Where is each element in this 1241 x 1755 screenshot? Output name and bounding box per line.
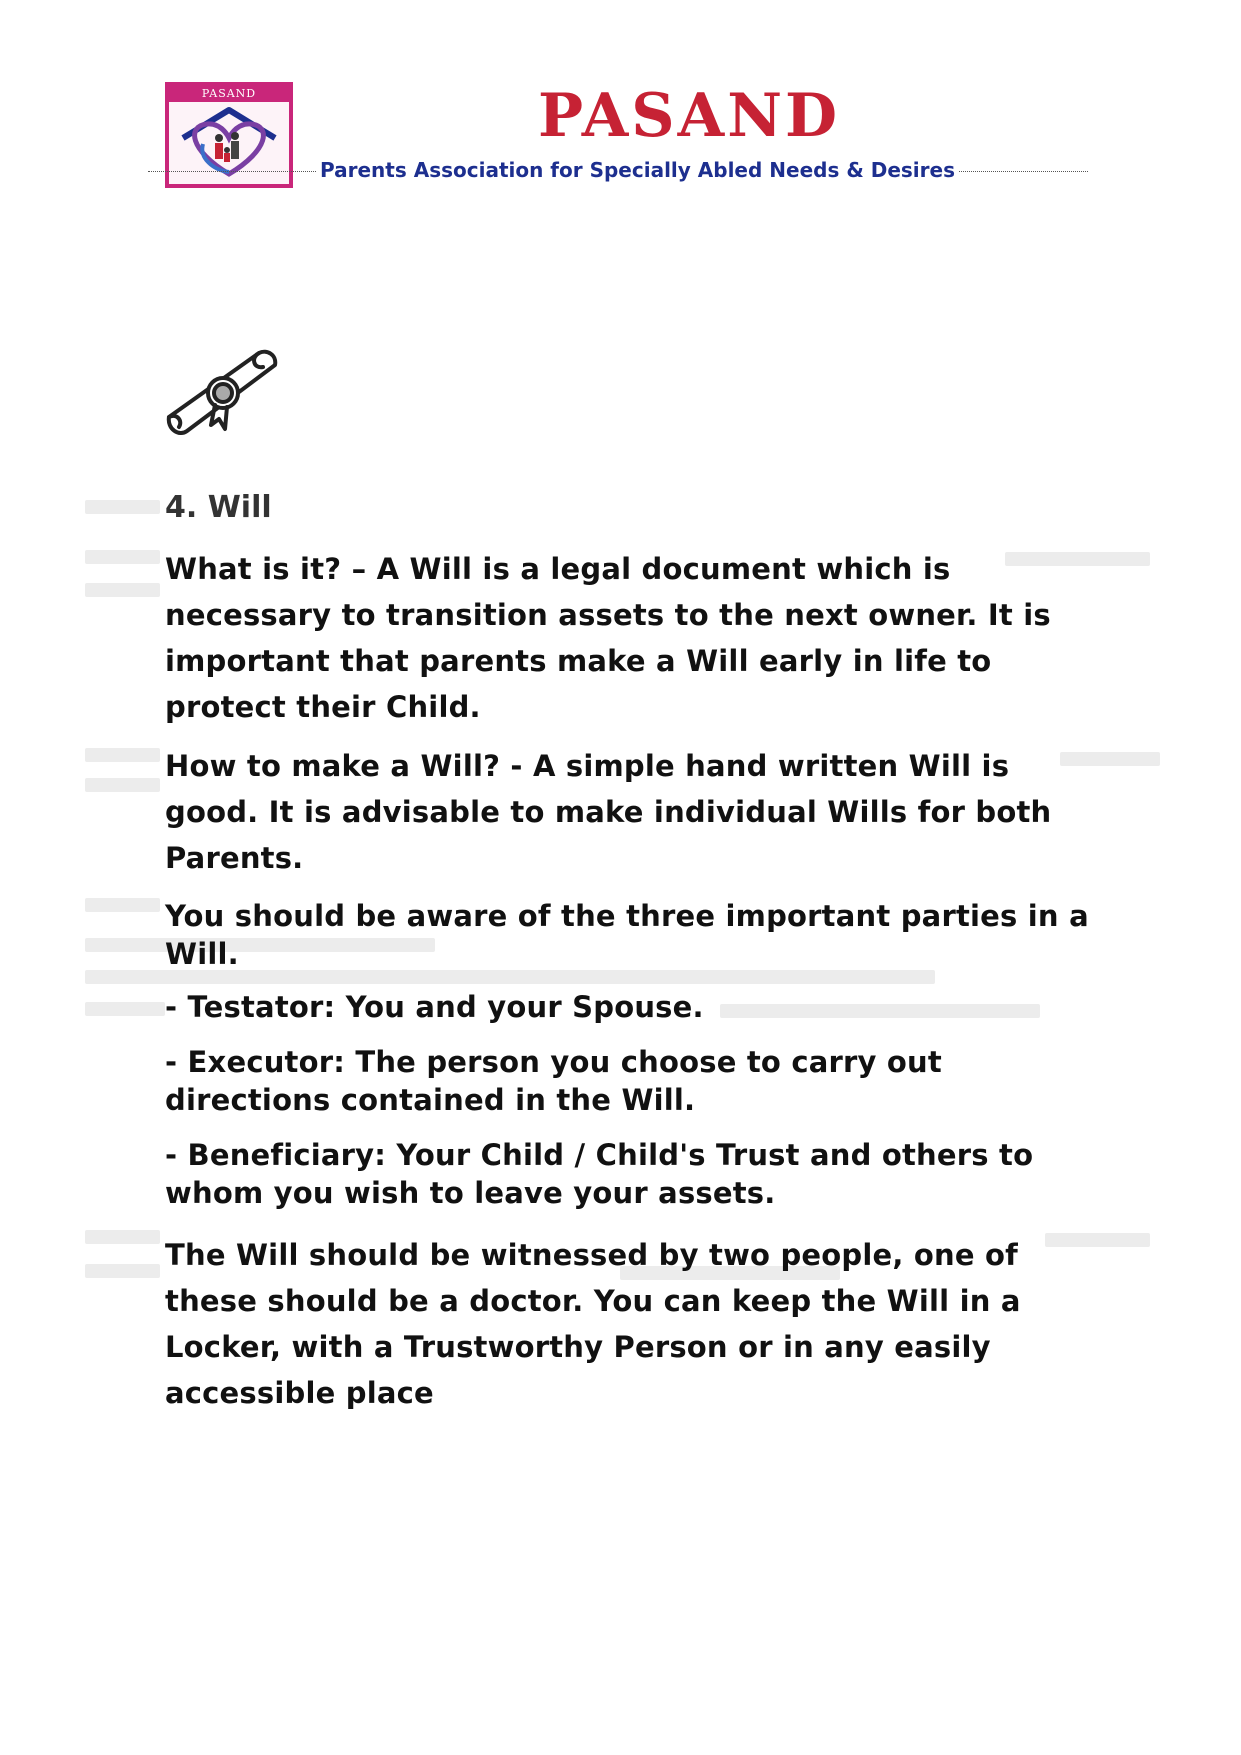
ghost-text-bar xyxy=(85,748,160,762)
paragraph-what-is-it: What is it? – A Will is a legal document which is necessary to transition assets to the next owner. It is important that parents make a Will early in life to protect their Child. xyxy=(165,552,1051,724)
paragraph-beneficiary: - Beneficiary: Your Child / Child's Trust and others to whom you wish to leave your assets. xyxy=(165,1138,1034,1210)
ghost-text-bar xyxy=(85,583,160,597)
paragraph-witnesses: The Will should be witnessed by two people, one of these should be a doctor. You can keep the Will in a Locker, with a Trustworthy Person or in any easily accessible place xyxy=(165,1238,1021,1410)
logo-label: PASAND xyxy=(169,86,289,102)
paragraph-three-parties: You should be aware of the three important parties in a Will. xyxy=(165,899,1089,971)
ghost-text-bar xyxy=(85,550,160,564)
ghost-text-bar xyxy=(85,1002,165,1016)
section-heading: 4. Will xyxy=(165,490,272,525)
ghost-text-bar xyxy=(85,1264,160,1278)
diploma-scroll-icon xyxy=(163,345,288,445)
paragraph-testator: - Testator: You and your Spouse. xyxy=(165,990,704,1024)
paragraph-how-to-make: How to make a Will? - A simple hand written Will is good. It is advisable to make individual Wills for both Parents. xyxy=(165,749,1052,875)
paragraph-executor: - Executor: The person you choose to carry out directions contained in the Will. xyxy=(165,1045,942,1117)
ghost-text-bar xyxy=(85,898,160,912)
organization-subtitle: Parents Association for Specially Abled Needs & Desires xyxy=(316,158,959,182)
ghost-text-bar xyxy=(85,778,160,792)
ghost-text-bar xyxy=(85,1230,160,1244)
organization-title: PASAND xyxy=(538,81,841,151)
pasand-logo xyxy=(165,82,293,188)
ghost-text-bar xyxy=(85,500,160,514)
